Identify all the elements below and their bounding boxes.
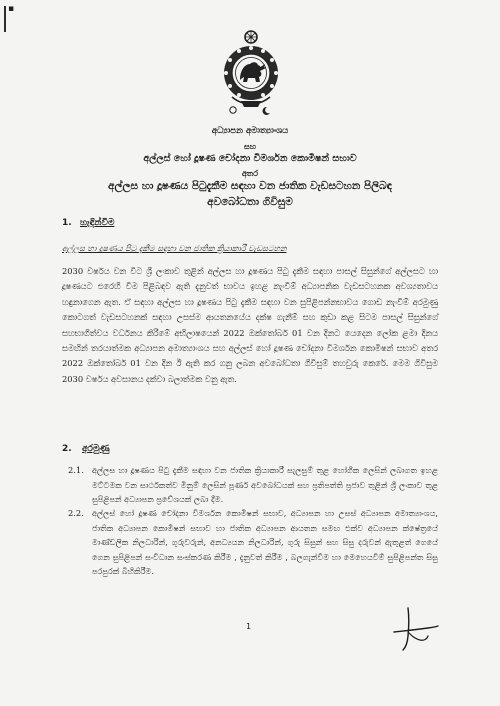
section1-number: 1. xyxy=(62,218,72,228)
objective-2-1-text: අල්ලස හා දූෂණය පිටු දැකීම සඳහා වන ජාතික ක්‍රියාකාරී සැලසුම් තුළ හෝගීක ලෙසින් ලබාගත ඉහළ මට්ටමක වන සාර්ථකත්ව මිනුම් ලෙසින් පූර්ණ අවබෝධයක් සහ ප්‍රතිපත්ති ප්‍රජාව තුළින් ශ්‍රී ලංකාව තුළ සුපිළිපන් අධ්‍යාපන ප්‍රවේශයක් ලබා දීම. xyxy=(92,465,438,505)
signature-initials xyxy=(384,602,442,652)
header-between: අතර xyxy=(241,168,259,178)
header-ministry: අධ්‍යාපන අමාත්‍යාංශය xyxy=(211,126,289,136)
scan-edge-dot: ▪ xyxy=(8,4,15,14)
section2-number: 2. xyxy=(62,444,72,454)
page-number: 1 xyxy=(246,622,252,631)
section1-paragraph: 2030 වර්ෂය වන විට ශ්‍රී ලංකාව තුළින් අල්ලස හා දූෂණය පිටු දැකීම සඳහා පාසල් සිසුන්ගේ අල්ලසට හා දූෂණයට එරෙහි වීම පිළිබඳව ඇති දැනුවත් භාවය ඉහළ නැංවීම් අධ්‍යාපනික වැඩසටහනක අවශ්‍යතාවය හඳුනාගෙන ඇත. ඒ සඳහා අල්ලස හා දූෂණය පිටු දැකීම සඳහා වන සුපිළිපන්නභාවය ගොඩ නැංවීම් අරමුණු කොටගත් වැඩසටහනක් සඳහා උසස්ම ආයතනයේය දක්ෂ ගැනීම් සහ කුඩා කළ සිටම පාසල් සිසුන්ගේ සහභාගිත්වය වර්ධනය කිරීමේ අභිලාෂයෙන් 2022 ඔක්තෝබර් 01 වන දිනට යෙදෙන ලෝක ළමා දිනය සමඟින් තරයාත්මක අධ්‍යාපන අමාත්‍යාංශය සහ අල්ලස් හෝ දූෂණ චෝදනා විමර්ශන කොමිෂන් සභාව අතර 2022 ඔක්තෝබර් 01 වන දින ඊ ඇති කර ගනු ලබන අවබෝධතා ගිවිසුම් තහවුරු කෙරේ. මෙම ගිවිසුම 2030 වර්ෂය අවසානය දක්වා බලාත්මක වනු ඇත. xyxy=(62,266,438,384)
objective-2-2-number: 2.2. xyxy=(68,508,84,518)
section2-title: අරමුණු xyxy=(82,444,110,454)
document-title-line1: අල්ලස හා දූෂණය පිටුදැකීම සඳහා වන ජාතික වැඩසටහන පිලිබඳ xyxy=(108,180,392,192)
objective-2-2-text: අල්ලස් හෝ දූෂණ චෝදනා විමර්ශන කොමිෂන් සභාව, අධ්‍යාපන හා උසස් අධ්‍යාපන අමාත්‍යාංශය, ජාතික අධ්‍යාපන කොමිෂන් සභාව හා ජාතික අධ්‍යාපන ආයතන සමඟ එක්ව අධ්‍යාපන ක්ෂේත්‍රයේ මාණ්ඩලික නිලධාරින්, ගුරුවරුන්, අනධ්‍යයන නිලධාරින්, ගුරු සිසුන් සහ සිසු දරුවන් ඇතුළත් ගෙයේ ගෙන සුපිළිපන් සංවිධාන සංස්කරණ කිරීම , දැනුවත් කිරීම , බලගැන්වීම හා මෙහෙයවීම් සුපිළිපන්ත සිසු පරපුරක් බිහිකිරීම. xyxy=(92,508,438,577)
header-commission: අල්ලස් හෝ දූෂණ චෝදනා විමර්ශන කොමිෂන් සභාව xyxy=(143,153,357,164)
objective-2-1-number: 2.1. xyxy=(68,465,84,475)
state-emblem-icon xyxy=(218,28,284,118)
section1-subheading: අල්ලස හා දූෂණය පිටු දැකීම සඳහා වන ජාතික ක්‍රියාකාරී වැඩසටහන xyxy=(62,244,287,253)
scan-edge-mark xyxy=(4,6,6,32)
document-title-line2: අවබෝධතා ගිවිසුම xyxy=(207,196,293,208)
header-and: සහ xyxy=(243,141,257,151)
section1-title: හැඳින්වීම xyxy=(80,218,115,228)
